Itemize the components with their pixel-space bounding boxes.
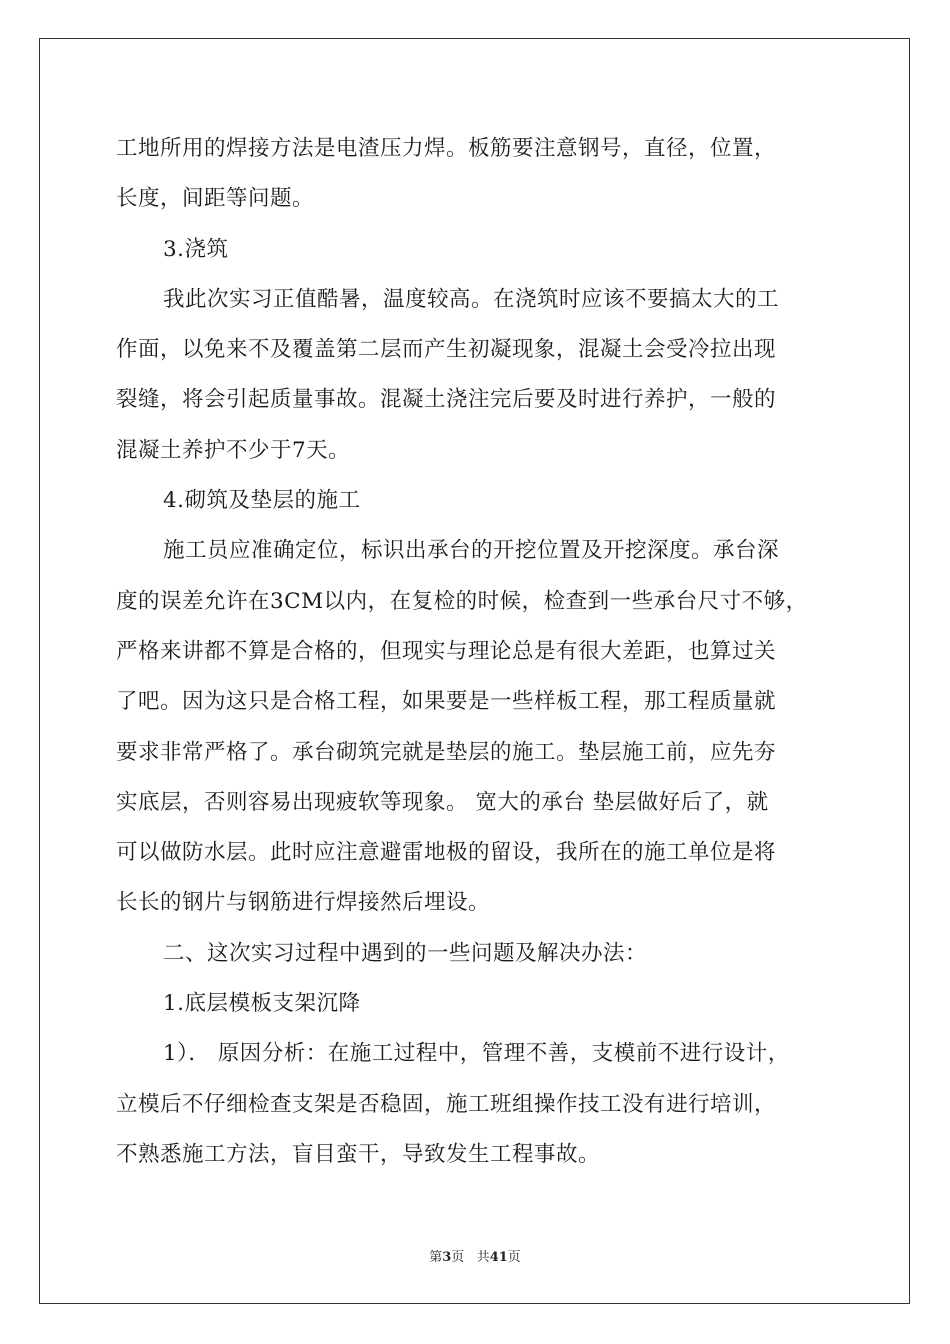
text-line: 作面，以免来不及覆盖第二层而产生初凝现象，混凝土会受冷拉出现 — [116, 337, 777, 363]
page-footer — [0, 1246, 950, 1265]
footer-total-suffix: 页 — [507, 1250, 521, 1265]
footer-total-prefix: 共 — [476, 1250, 490, 1265]
text-line: 长长的钢片与钢筋进行焊接然后埋设。 — [116, 890, 491, 916]
text-line: 混凝土养护不少于7天。 — [116, 437, 351, 463]
subsection-heading: 1.底层模板支架沉降 — [163, 991, 361, 1017]
paragraph-start: 1）． 原因分析：在施工过程中，管理不善，支模前不进行设计， — [163, 1041, 790, 1067]
paragraph-start: 施工员应准确定位，标识出承台的开挖位置及开挖深度。承台深 — [163, 538, 780, 564]
text-line: 裂缝，将会引起质量事故。混凝土浇注完后要及时进行养护，一般的 — [116, 387, 777, 413]
document-body — [116, 124, 836, 1180]
footer-prefix: 第 — [429, 1250, 443, 1265]
paragraph-start: 我此次实习正值酷暑，温度较高。在浇筑时应该不要搞太大的工 — [163, 286, 780, 312]
text-line: 要求非常严格了。承台砌筑完就是垫层的施工。垫层施工前，应先夯 — [116, 739, 777, 765]
text-line: 了吧。因为这只是合格工程，如果要是一些样板工程，那工程质量就 — [116, 689, 777, 715]
text-line: 严格来讲都不算是合格的，但现实与理论总是有很大差距，也算过关 — [116, 638, 777, 664]
section-heading: 4.砌筑及垫层的施工 — [163, 488, 361, 514]
text-line: 不熟悉施工方法，盲目蛮干，导致发生工程事故。 — [116, 1141, 601, 1167]
text-line: 实底层，否则容易出现疲软等现象。 宽大的承台 垫层做好后了，就 — [116, 789, 769, 815]
text-line: 可以做防水层。此时应注意避雷地极的留设，我所在的施工单位是将 — [116, 840, 777, 866]
text-line: 度的误差允许在3CM以内，在复检的时候，检查到一些承台尺寸不够， — [116, 588, 808, 614]
text-line: 长度，间距等问题。 — [116, 186, 315, 212]
section-heading: 3.浇筑 — [163, 236, 229, 262]
text-line: 工地所用的焊接方法是电渣压力焊。板筋要注意钢号，直径，位置， — [116, 136, 777, 161]
current-page-number: 3 — [442, 1250, 452, 1265]
section-heading: 二、这次实习过程中遇到的一些问题及解决办法： — [163, 940, 648, 966]
text-line: 立模后不仔细检查支架是否稳固，施工班组操作技工没有进行培训， — [116, 1091, 777, 1117]
total-pages-number: 41 — [489, 1250, 508, 1265]
footer-page-suffix: 页 — [451, 1250, 465, 1265]
